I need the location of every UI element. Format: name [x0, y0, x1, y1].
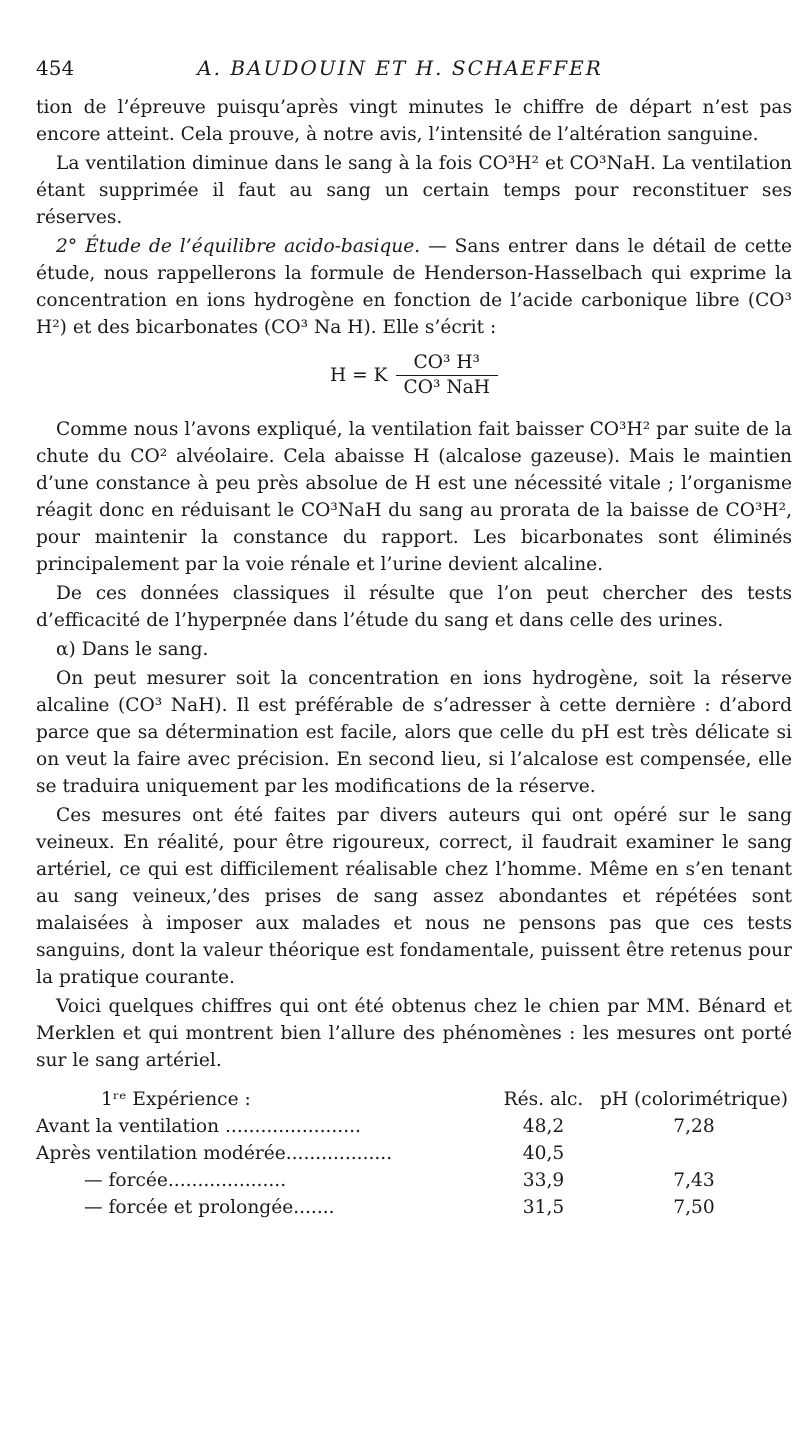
table-row-label: Après ventilation modérée..................: [36, 1143, 393, 1164]
table-row-ph: 7,43: [673, 1170, 715, 1191]
table-row: [36, 1113, 792, 1140]
formula-lhs: H = K: [330, 365, 388, 386]
running-head: A. BAUDOUIN ET H. SCHAEFFER: [197, 56, 603, 80]
subsection-heading: α) Dans le sang.: [56, 639, 209, 660]
section-text: — Sans entrer dans le détail de cette étude, nous rappellerons la formule de Henderson-Hasselbach qui exprime la concentration en ions hydrogène en fonction de l’acide carbonique libre (CO³ H²) et des bicarbonates (CO³ Na H). Elle s’écrit :: [36, 236, 792, 338]
table-header-res: Rés. alc.: [503, 1089, 584, 1110]
paragraph: Ces mesures ont été faites par divers auteurs qui ont opéré sur le sang veineux. En réalité, pour être rigoureux, correct, il faudrait examiner le sang artériel, ce qui est difficilement réalisable chez l’homme. Même en s’en tenant au sang veineux,’des prises de sang assez abondantes et répétées sont malaisées à imposer aux malades et nous ne pensons pas que ces tests sanguins, dont la valeur théorique est fondamentale, puissent être retenus pour la pratique courante.: [36, 805, 792, 988]
table-row-res: 48,2: [522, 1116, 565, 1137]
table-header-row: [36, 1086, 792, 1113]
paragraph: La ventilation diminue dans le sang à la fois CO³H² et CO³NaH. La ventilation étant supprimée il faut au sang un certain temps pour reconstituer ses réserves.: [36, 153, 792, 228]
table-row-label: — forcée....................: [84, 1170, 287, 1191]
henderson-hasselbach-formula: [36, 351, 792, 400]
page-number: 454: [36, 56, 75, 80]
table-row-res: 31,5: [522, 1197, 565, 1218]
table-row: [36, 1140, 792, 1167]
paragraph: Voici quelques chiffres qui ont été obtenus chez le chien par MM. Bénard et Merklen et qui montrent bien l’allure des phénomènes : les mesures ont porté sur le sang artériel.: [36, 996, 792, 1071]
table-row-res: 40,5: [522, 1143, 565, 1164]
table-header-ph: pH (colorimétrique): [600, 1089, 788, 1110]
page-body: [36, 94, 792, 1221]
paragraph: Comme nous l’avons expliqué, la ventilation fait baisser CO³H² par suite de la chute du CO² alvéolaire. Cela abaisse H (alcalose gazeuse). Mais le maintien d’une constance à peu près absolue de H est une nécessité vitale ; l’organisme réagit donc en réduisant le CO³NaH du sang au prorata de la baisse de CO³H², pour maintenir la constance du rapport. Les bicarbonates sont éliminés principalement par la voie rénale et l’urine devient alcaline.: [36, 419, 792, 575]
table-row: [36, 1194, 792, 1221]
table-row-ph: 7,50: [673, 1197, 715, 1218]
paragraph: tion de l’épreuve puisqu’après vingt minutes le chiffre de départ n’est pas encore atteint. Cela prouve, à notre avis, l’intensité de l’altération sanguine.: [36, 97, 792, 145]
section-paragraph: [36, 233, 792, 341]
formula-denominator: CO³ NaH: [396, 375, 498, 400]
formula-fraction: [396, 351, 498, 400]
table-row-ph: [596, 1140, 792, 1167]
table-row-label: — forcée et prolongée.......: [84, 1197, 335, 1218]
table-header-label: 1ʳᵉ Expérience :: [101, 1089, 251, 1110]
paragraph: On peut mesurer soit la concentration en ions hydrogène, soit la réserve alcaline (CO³ NaH). Il est préférable de s’adresser à cette dernière : d’abord parce que sa détermination est facile, alors que celle du pH est très délicate si on veut la faire avec précision. En second lieu, si l’alcalose est compensée, elle se traduira uniquement par les modifications de la réserve.: [36, 668, 792, 797]
table-row-label: Avant la ventilation .......................: [36, 1116, 361, 1137]
table-row-res: 33,9: [522, 1170, 565, 1191]
page-header: [36, 56, 764, 84]
table-row-ph: 7,28: [673, 1116, 715, 1137]
table-row: [36, 1167, 792, 1194]
formula-numerator: CO³ H³: [413, 352, 480, 373]
section-heading: 2° Étude de l’équilibre acido-basique.: [56, 236, 421, 257]
experiment-table: [36, 1086, 792, 1221]
paragraph: De ces données classiques il résulte que l’on peut chercher des tests d’efficacité de l’hyperpnée dans l’étude du sang et dans celle des urines.: [36, 583, 792, 631]
